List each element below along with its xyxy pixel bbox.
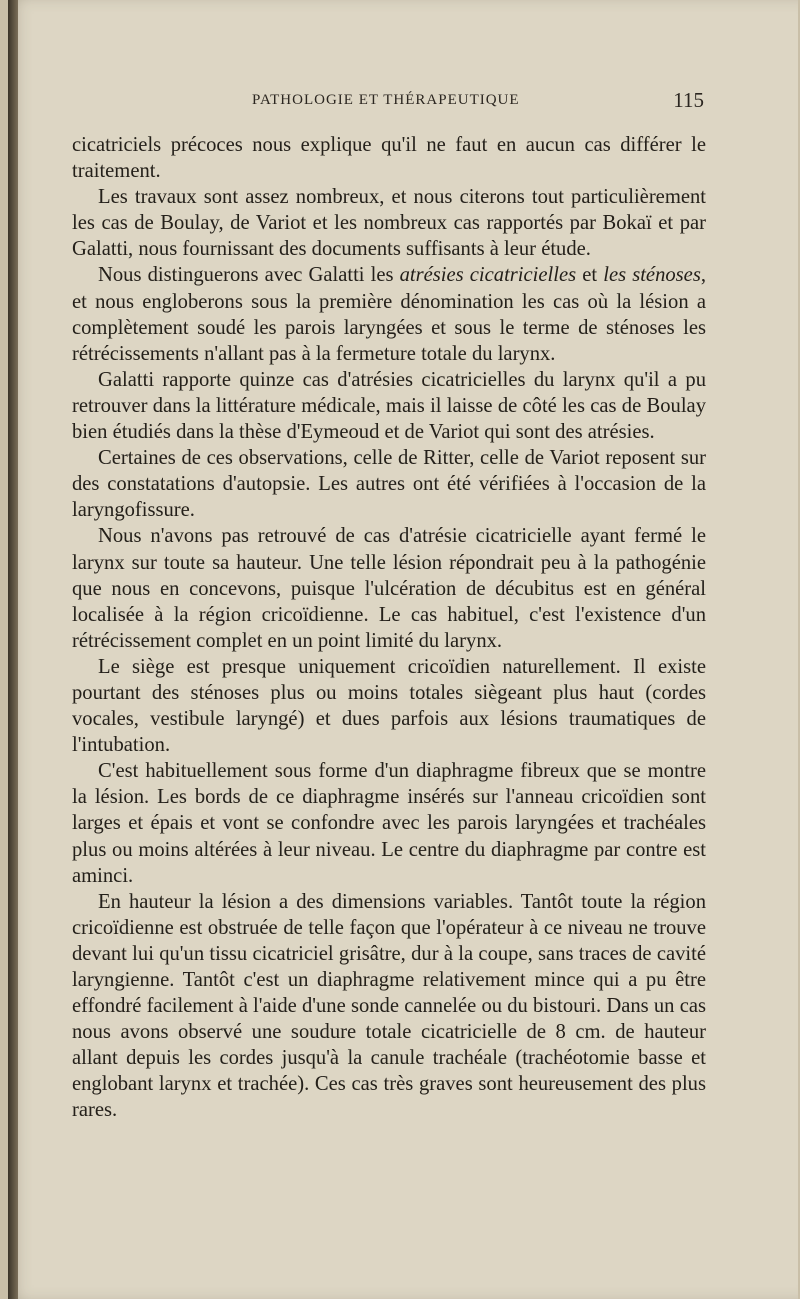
paragraph-7: Le siège est presque uniquement cricoïdien naturellement. Il existe pourtant des sténoses plus ou moins totales siègeant plus haut (cordes vocales, vestibule laryngé) et dues parfois aux lésions traumatiques de l'intubation. (72, 655, 706, 757)
body-text (72, 132, 706, 1124)
term-atresies: atrésies cicatricielles (399, 264, 577, 287)
paragraph-9: En hauteur la lésion a des dimensions variables. Tantôt toute la région cricoïdienne est obstruée de telle façon que l'opérateur à ce niveau ne trouve devant lui qu'un tissu cicatriciel grisâtre, dur à la coupe, sans traces de cavité laryngienne. Tantôt c'est un diaphragme relativement mince qui a pu être effondré facilement à l'aide d'une sonde cannelée ou du bistouri. Dans un cas nous avons observé une soudure totale cicatricielle de 8 cm. de hauteur allant depuis les cordes jusqu'à la canule trachéale (trachéotomie basse et englobant larynx et trachée). Ces cas très graves sont heureusement des plus rares. (72, 890, 706, 1122)
paragraph-2: Les travaux sont assez nombreux, et nous citerons tout particulièrement les cas de Boulay, de Variot et les nombreux cas rapportés par Bokaï et par Galatti, nous fournissant des documents suffisants à leur étude. (72, 186, 706, 261)
paragraph-1: cicatriciels précoces nous explique qu'il ne faut en aucun cas différer le traitement. (72, 134, 706, 183)
paragraph-6: Nous n'avons pas retrouvé de cas d'atrésie cicatricielle ayant fermé le larynx sur toute sa hauteur. Une telle lésion répondrait peu à la pathogénie que nous en concevons, puisque l'ulcération de décubitus est en général localisée à la région cricoïdienne. Le cas habituel, c'est l'existence d'un rétrécissement complet en un point limité du larynx. (72, 525, 706, 652)
paragraph-8: C'est habituellement sous forme d'un diaphragme fibreux que se montre la lésion. Les bords de ce diaphragme insérés sur l'anneau cricoïdien sont larges et épais et vont se confondre avec les parois laryngées et trachéales plus ou moins altérées à leur niveau. Le centre du diaphragme par contre est aminci. (72, 760, 706, 887)
page-number: 115 (673, 88, 704, 112)
running-head (72, 88, 704, 112)
paragraph-3-before: Nous distinguerons avec Galatti les (98, 264, 400, 287)
paragraph-5: Certaines de ces observations, celle de Ritter, celle de Variot reposent sur des constatations d'autopsie. Les autres ont été vérifiées à l'occasion de la laryngofissure. (72, 447, 706, 522)
book-page (8, 0, 798, 1299)
running-title: PATHOLOGIE ET THÉRAPEUTIQUE (252, 92, 520, 108)
paragraph-4: Galatti rapporte quinze cas d'atrésies cicatricielles du larynx qu'il a pu retrouver dans la littérature médicale, mais il laisse de côté les cas de Boulay bien étudiés dans la thèse d'Eymeoud et de Variot qui sont des atrésies. (72, 368, 706, 444)
paragraph-3-after: , et nous engloberons sous la première dénomination les cas où la lésion a complètement soudé les parois laryngées et sous le terme de sténoses les rétrécissements n'allant pas à la fermeture totale du larynx. (72, 264, 706, 365)
term-stenoses: les sténoses (603, 264, 701, 287)
paragraph-3-mid: et (576, 264, 604, 287)
book-spine-shadow (8, 0, 18, 1299)
paragraph-3 (72, 262, 706, 366)
